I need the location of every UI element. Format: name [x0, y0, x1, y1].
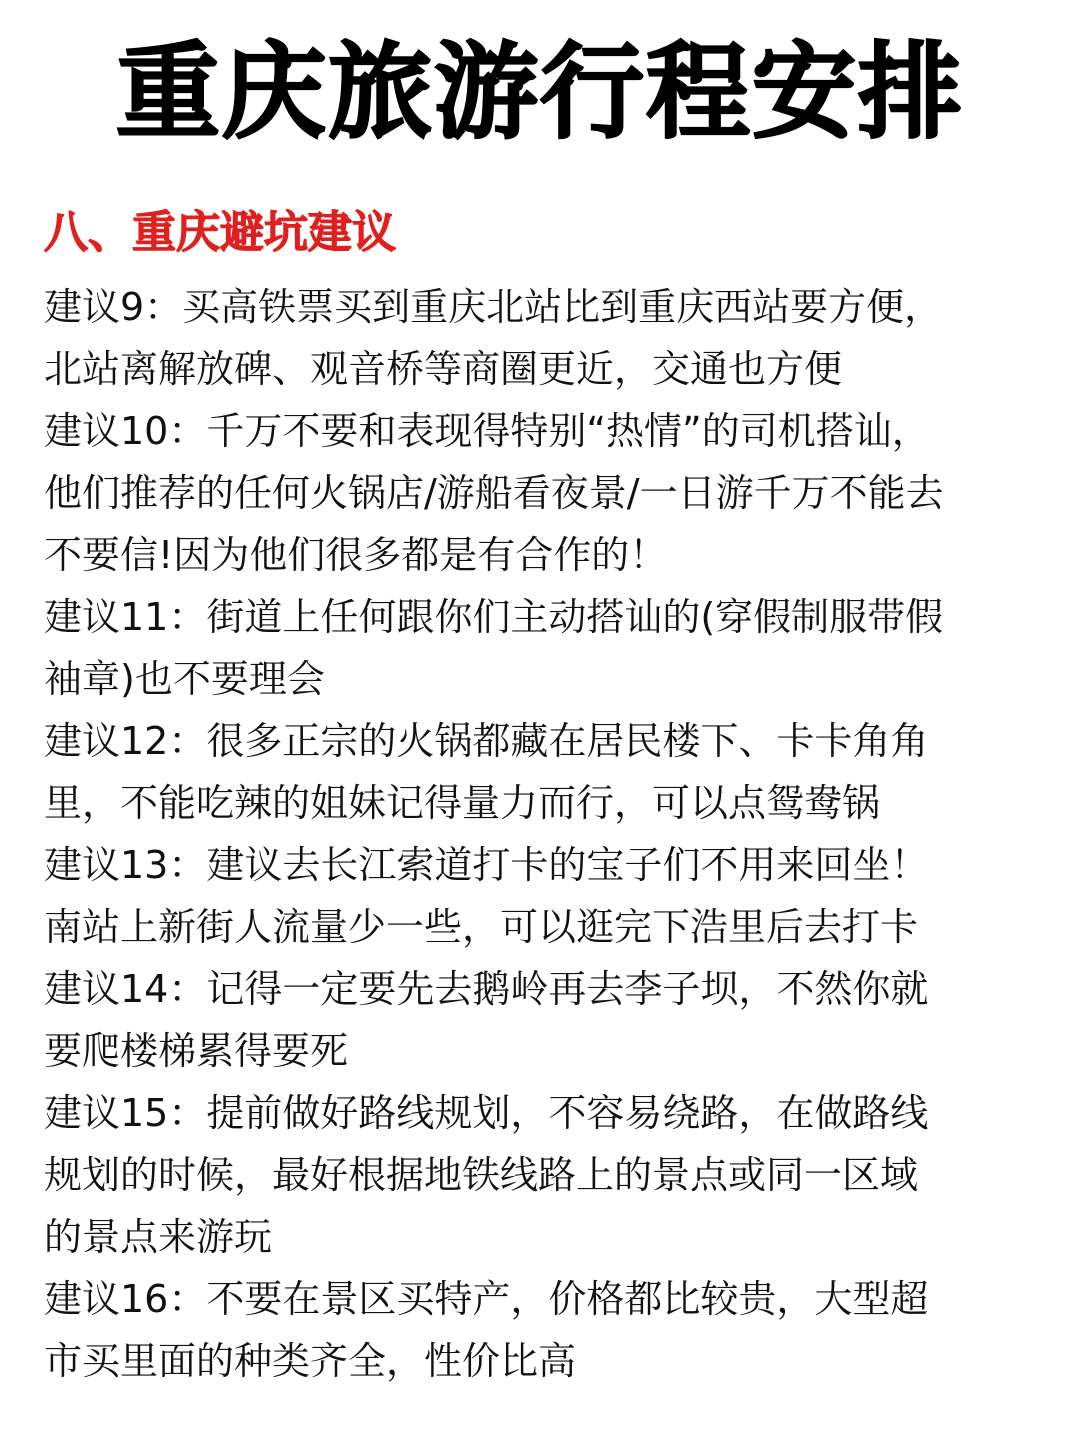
text-line: 建议12：很多正宗的火锅都藏在居民楼下、卡卡角角 [44, 719, 929, 763]
page-title: 重庆旅游行程安排 [115, 31, 964, 153]
tips-content [44, 276, 1054, 1392]
text-line: 建议11：街道上任何跟你们主动搭讪的(穿假制服带假 [44, 595, 944, 639]
text-line: 市买里面的种类齐全，性价比高 [44, 1339, 577, 1383]
text-line: 北站离解放碑、观音桥等商圈更近，交通也方便 [44, 347, 843, 391]
text-line: 南站上新街人流量少一些，可以逛完下浩里后去打卡 [44, 905, 919, 949]
text-line: 里，不能吃辣的姐妹记得量力而行，可以点鸳鸯锅 [44, 781, 881, 825]
text-line: 他们推荐的任何火锅店/游船看夜景/一日游千万不能去 [44, 471, 944, 515]
text-line: 建议14：记得一定要先去鹅岭再去李子坝，不然你就 [44, 967, 929, 1011]
text-line: 建议15：提前做好路线规划，不容易绕路，在做路线 [44, 1091, 929, 1135]
text-line: 建议9：买高铁票买到重庆北站比到重庆西站要方便， [44, 285, 943, 329]
text-line: 的景点来游玩 [44, 1215, 273, 1259]
text-line: 建议16：不要在景区买特产，价格都比较贵，大型超 [44, 1277, 929, 1321]
text-line: 规划的时候，最好根据地铁线路上的景点或同一区域 [44, 1153, 919, 1197]
text-line: 建议13：建议去长江索道打卡的宝子们不用来回坐！ [44, 843, 929, 887]
text-line: 要爬楼梯累得要死 [44, 1029, 349, 1073]
text-line: 建议10：千万不要和表现得特别“热情”的司机搭讪， [44, 409, 930, 453]
section-title: 八、重庆避坑建议 [44, 207, 396, 258]
text-line: 不要信!因为他们很多都是有合作的！ [44, 533, 668, 577]
text-line: 袖章)也不要理会 [44, 657, 325, 701]
